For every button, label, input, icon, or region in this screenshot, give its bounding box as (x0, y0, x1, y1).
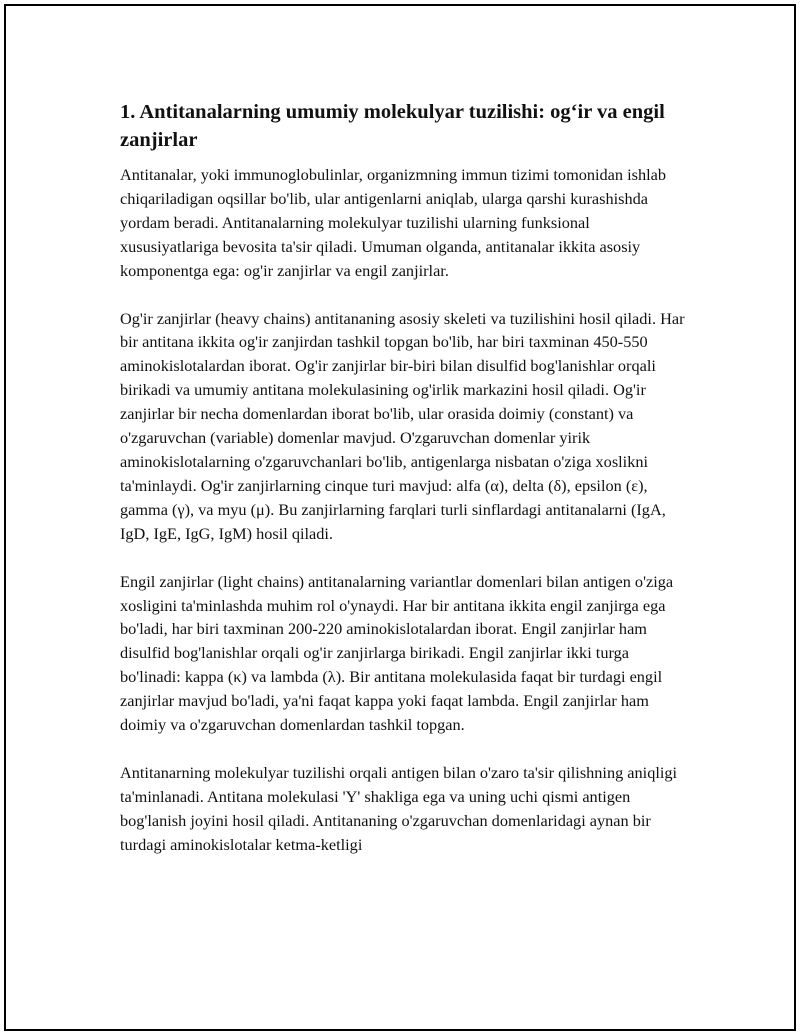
document-body (120, 98, 692, 881)
paragraph-intro: Antitanalar, yoki immunoglobulinlar, organizmning immun tizimi tomonidan ishlab chiqariladigan oqsillar bo'lib, ular antigenlarni aniqlab, ularga qarshi kurashishda yordam beradi. Antitanalarning molekulyar tuzilishi ularning funksional xususiyatlariga bevosita ta'sir qiladi. Umuman olganda, antitanalar ikkita asosiy komponentga ega: og'ir zanjirlar va engil zanjirlar. (120, 165, 667, 280)
section-heading: 1. Antitanalarning umumiy molekulyar tuzilishi: og‘ir va engil zanjirlar (120, 101, 665, 151)
paragraph-light-chains: Engil zanjirlar (light chains) antitanalarning variantlar domenlari bilan antigen o'ziga xosligini ta'minlashda muhim rol o'ynaydi. Har bir antitana ikkita engil zanjirga ega bo'ladi, har biri taxminan 200-220 aminokislotalardan iborat. Engil zanjirlar ham disulfid bog'lanishlar orqali og'ir zanjirlarga birikadi. Engil zanjirlar ikki turga bo'linadi: kappa (κ) va lambda (λ). Bir antitana molekulasida faqat bir turdagi engil zanjirlar mavjud bo'ladi, ya'ni faqat kappa yoki faqat lambda. Engil zanjirlar ham doimiy va o'zgaruvchan domenlardan tashkil topgan. (120, 571, 674, 735)
paragraph-heavy-chains: Og'ir zanjirlar (heavy chains) antitananing asosiy skeleti va tuzilishini hosil qiladi. Har bir antitana ikkita og'ir zanjirdan tashkil topgan bo'lib, har biri taxminan 450-550 aminokislotalardan iborat. Og'ir zanjirlar bir-biri bilan disulfid bog'lanishlar orqali birikadi va umumiy antitana molekulasining og'irlik markazini hosil qiladi. Og'ir zanjirlar bir necha domenlardan iborat bo'lib, ular orasida doimiy (constant) va o'zgaruvchan (variable) domenlar mavjud. O'zgaruvchan domenlar yirik aminokislotalarning o'zgaruvchanlari bo'lib, antigenlarga nisbatan o'ziga xoslikni ta'minlaydi. Og'ir zanjirlarning cinque turi mavjud: alfa (α), delta (δ), epsilon (ε), gamma (γ), va myu (μ). Bu zanjirlarning farqlari turli sinflardagi antitanalarni (IgA, IgD, IgE, IgG, IgM) hosil qiladi. (120, 308, 685, 543)
document-page (4, 4, 796, 1031)
paragraph-structure: Antitanarning molekulyar tuzilishi orqali antigen bilan o'zaro ta'sir qilishning aniqligi ta'minlanadi. Antitana molekulasi 'Y' shakliga ega va uning uchi qismi antigen bog'lanish joyini hosil qiladi. Antitananing o'zgaruvchan domenlaridagi aynan bir turdagi aminokislotalar ketma-ketligi (120, 762, 678, 854)
